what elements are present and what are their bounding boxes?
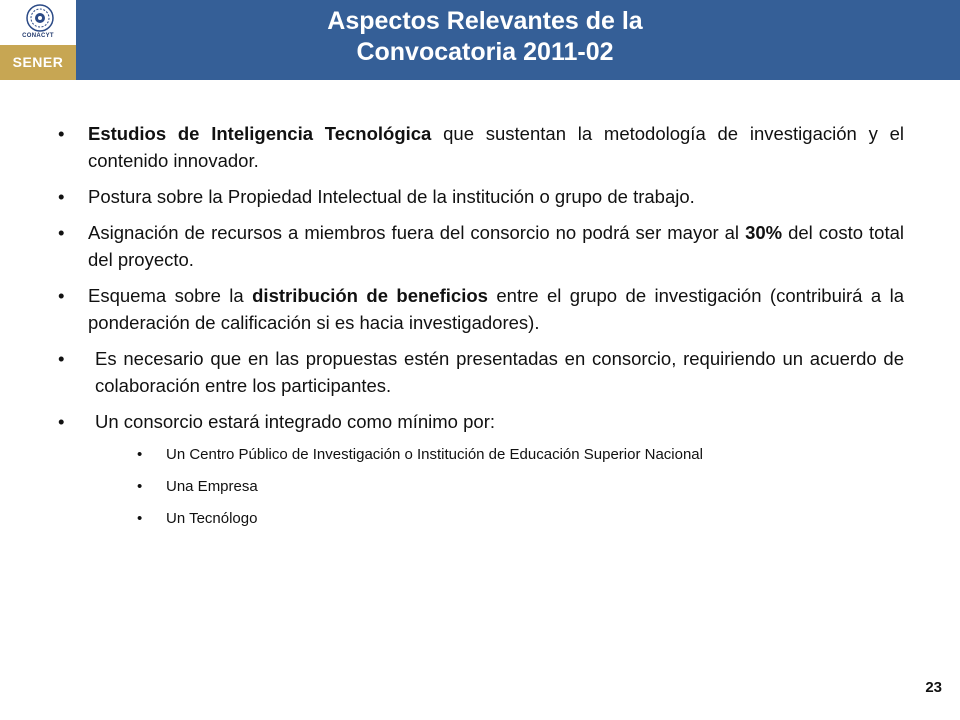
title-line-1: Aspectos Relevantes de la xyxy=(327,7,643,35)
bullet-text: Un consorcio estará integrado como mínimo por: xyxy=(95,411,495,432)
sub-bullet-item xyxy=(137,508,904,530)
bullet-bold-text: distribución de beneficios xyxy=(252,285,488,306)
conacyt-logo-text: CONACYT xyxy=(22,33,54,39)
bullet-text: que sustentan la metodología de investigación y el contenido innovador. xyxy=(88,123,904,171)
bullet-item xyxy=(58,408,904,435)
sub-bullet-marker: • xyxy=(137,510,143,527)
sub-bullet-text: Un Tecnólogo xyxy=(166,510,258,527)
bullet-item xyxy=(58,120,904,174)
sub-bullet-item xyxy=(137,476,904,498)
sener-logo-text: SENER xyxy=(12,54,64,70)
bullet-item xyxy=(58,345,904,399)
bullet-text: entre el grupo de investigación (contribuirá a la ponderación de calificación si es hacia investigadores). xyxy=(88,285,904,333)
header-band xyxy=(0,0,960,80)
bullet-text: Asignación de recursos a miembros fuera del consorcio no podrá ser mayor al xyxy=(88,222,746,243)
bullet-text: Es necesario que en las propuestas estén presentadas en consorcio, requiriendo un acuerdo de colaboración entre los participantes. xyxy=(95,348,904,396)
bullet-text: del costo total del proyecto. xyxy=(88,222,904,270)
bullet-marker: • xyxy=(58,222,65,243)
bullet-marker: • xyxy=(58,348,65,369)
bullet-bold-text: Estudios de Inteligencia Tecnológica xyxy=(88,123,432,144)
title-line-2: Convocatoria 2011-02 xyxy=(356,38,614,66)
bullet-item xyxy=(58,219,904,273)
slide-content xyxy=(58,120,904,540)
bullet-bold-text: 30% xyxy=(745,222,783,243)
logo-panel xyxy=(0,0,76,80)
bullet-marker: • xyxy=(58,411,65,432)
sub-bullet-item xyxy=(137,444,904,466)
bullet-text: Postura sobre la Propiedad Intelectual de la institución o grupo de trabajo. xyxy=(88,186,695,207)
sub-bullet-list xyxy=(58,444,904,530)
page-number: 23 xyxy=(925,679,942,696)
sub-bullet-marker: • xyxy=(137,446,143,463)
bullet-item xyxy=(58,282,904,336)
bullet-item xyxy=(58,183,904,210)
bullet-text: Esquema sobre la xyxy=(88,285,253,306)
bullet-marker: • xyxy=(58,123,65,144)
bullet-marker: • xyxy=(58,285,65,306)
sub-bullet-text: Una Empresa xyxy=(166,478,258,495)
bullet-marker: • xyxy=(58,186,65,207)
sub-bullet-text: Un Centro Público de Investigación o Institución de Educación Superior Nacional xyxy=(166,446,703,463)
sub-bullet-marker: • xyxy=(137,478,143,495)
conacyt-seal-icon xyxy=(26,4,54,32)
sener-logo xyxy=(0,45,76,80)
slide-title xyxy=(150,6,820,68)
